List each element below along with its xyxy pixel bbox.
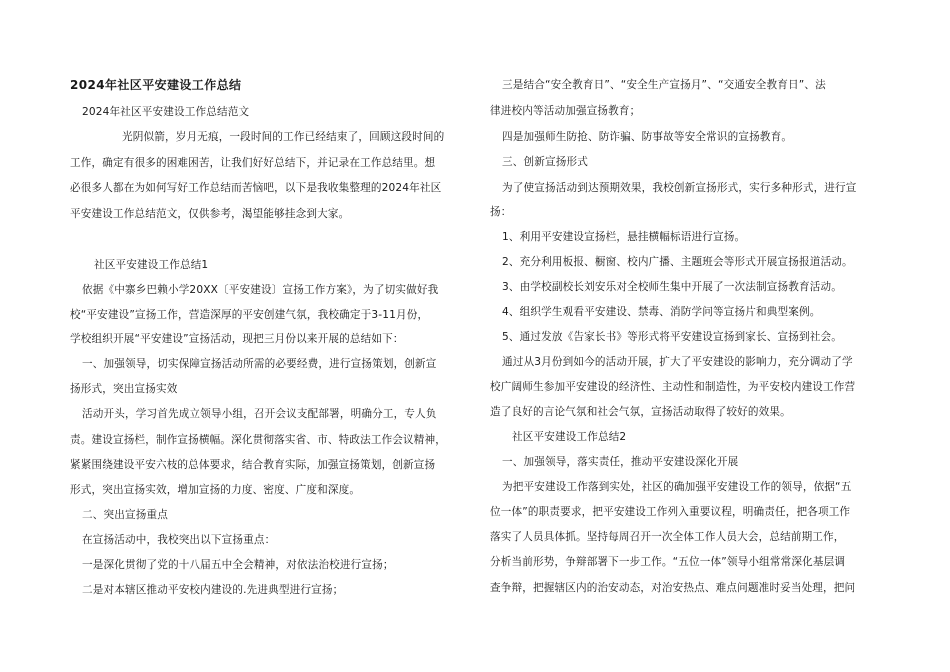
paragraph-line: 学校组织开展“平安建设”宣扬活动，现把三月份以来开展的总结如下： [70,333,404,345]
paragraph-line: 必很多人都在为如何写好工作总结而苦恼吧，以下是我收集整理的2024年社区 [70,182,442,194]
paragraph-line: 四是加强师生防抢、防诈骗、防事故等安全常识的宣扬教育。 [502,131,793,143]
section-heading: 社区平安建设工作总结1 [94,259,209,271]
paragraph-line: 落实了人员具体抓。坚持每周召开一次全体工作人员大会，总结前期工作， [490,531,845,543]
paragraph-line: 位一体”的职责要求，把平安建设工作列入重要议程，明确责任，把各项工作 [490,506,851,518]
paragraph-line: 责。建设宣扬栏，制作宣扬横幅。深化贯彻落实省、市、特政法工作会议精神， [70,434,447,446]
paragraph-line: 一、加强领导，切实保障宣扬活动所需的必要经费，进行宣扬策划，创新宣 [82,358,437,370]
section-heading: 二、突出宣扬重点 [82,509,168,521]
list-item: 4、组织学生观看平安建设、禁毒、消防学问等宣扬片和典型案例。 [502,306,821,318]
section-heading: 一、加强领导，落实责任，推动平安建设深化开展 [502,456,739,468]
paragraph-line: 三是结合“安全教育日”、“安全生产宣扬月”、“交通安全教育日”、法 [502,79,826,91]
document-title: 2024年社区平安建设工作总结 [70,78,242,92]
paragraph-line: 在宣扬活动中，我校突出以下宣扬重点： [82,534,276,546]
paragraph-line: 通过从3月份到如今的活动开展，扩大了平安建设的影响力，充分调动了学 [502,356,853,368]
list-item: 5、通过发放《告家长书》等形式将平安建设宣扬到家长、宣扬到社会。 [502,331,842,343]
list-item: 1、利用平安建设宣扬栏，悬挂横幅标语进行宣扬。 [502,231,746,243]
subtitle: 2024年社区平安建设工作总结范文 [82,106,250,118]
paragraph-line: 分析当前形势，争辩部署下一步工作。“五位一体”领导小组常常深化基层调 [490,556,846,568]
paragraph-line: 平安建设工作总结范文，仅供参考，渴望能够挂念到大家。 [70,208,350,220]
paragraph-line: 依据《中寨乡巴赖小学20XX〔平安建设〕宣扬工作方案》，为了切实做好我 [82,284,439,296]
list-item: 2、充分利用板报、橱窗、校内广播、主题班会等形式开展宣扬报道活动。 [502,256,853,268]
paragraph-line: 光阴似箭，岁月无痕，一段时间的工作已经结束了，回顾这段时间的 [122,131,445,143]
paragraph-line: 工作，确定有很多的困难困苦，让我们好好总结下，并记录在工作总结里。想 [70,157,436,169]
paragraph-line: 查争辩，把握辖区内的治安动态，对治安热点、难点问题准时妥当处理，把问 [490,582,856,594]
section-heading: 三、创新宣扬形式 [502,156,588,168]
paragraph-line: 二是对本辖区推动平安校内建设的.先进典型进行宣扬； [82,584,344,596]
paragraph-line: 紧紧围绕建设平安六枝的总体要求，结合教育实际，加强宣扬策划，创新宣扬 [70,459,436,471]
paragraph-line: 校广阔师生参加平安建设的经济性、主动性和制造性，为平安校内建设工作营 [490,381,856,393]
list-item: 3、由学校副校长刘安乐对全校师生集中开展了一次法制宣扬教育活动。 [502,281,842,293]
paragraph-line: 为了使宣扬活动到达预期效果，我校创新宣扬形式，实行多种形式，进行宣 [502,182,857,194]
section-heading: 社区平安建设工作总结2 [512,431,627,443]
paragraph-line: 律进校内等活动加强宣扬教育； [490,105,641,117]
paragraph-line: 造了良好的言论气氛和社会气氛，宣扬活动取得了较好的效果。 [490,406,791,418]
paragraph-line: 一是深化贯彻了党的十八届五中全会精神，对依法治校进行宣扬； [82,559,394,571]
paragraph-line: 校“平安建设”宣扬工作，营造深厚的平安创建气氛，我校确定于3-11月份， [70,309,429,321]
paragraph-line: 扬形式，突出宣扬实效 [70,383,178,395]
paragraph-line: 为把平安建设工作落到实处，社区的确加强平安建设工作的领导，依据“五 [502,481,852,493]
paragraph-line: 活动开头，学习首先成立领导小组，召开会议支配部署，明确分工，专人负 [82,408,437,420]
paragraph-line: 扬： [490,206,512,218]
paragraph-line: 形式，突出宣扬实效，增加宣扬的力度、密度、广度和深度。 [70,484,361,496]
